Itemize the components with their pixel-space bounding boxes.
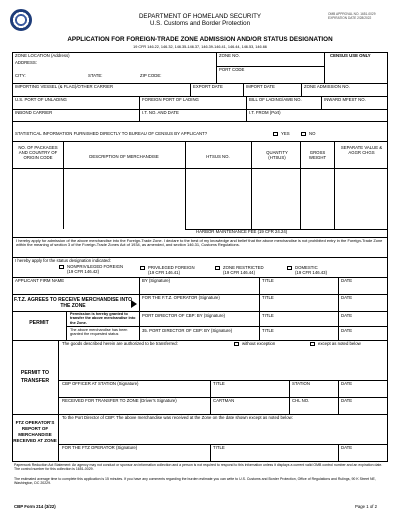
permit-transfer-label: PERMIT TO TRANSFER xyxy=(20,370,50,384)
ftz-operator-label[interactable]: FOR THE F.T.Z. OPERATOR (Signature) xyxy=(142,295,220,300)
cbp-officer-label[interactable]: CBP OFFICER AT STATION (Signature) xyxy=(62,381,139,386)
status-intro: I hereby apply for the status designation indicated: xyxy=(15,258,111,263)
goods-authorized-text: The goods described herein are authorized to be transferred: xyxy=(62,341,178,346)
harbor-fee-label: HARBOR MAINTENANCE FEE (19 CFR 24.24) xyxy=(196,229,288,234)
applicant-title-label[interactable]: TITLE xyxy=(262,278,274,283)
dhs-seal xyxy=(10,9,32,31)
permit-granted-text: Permission is hereby granted to transfer the above merchandise into the Zone. xyxy=(70,312,136,325)
applicant-firm-label[interactable]: APPLICANT FIRM NAME xyxy=(15,278,65,283)
fee-input-field[interactable] xyxy=(301,229,388,237)
census-label: CENSUS USE ONLY xyxy=(330,53,371,58)
ftz-title-label[interactable]: TITLE xyxy=(262,295,274,300)
permit-date-label[interactable]: DATE xyxy=(341,313,353,318)
domestic-cfr: (19 CFR 146.43) xyxy=(295,270,328,275)
form-title: APPLICATION FOR FOREIGN-TRADE ZONE ADMISSION AND/OR STATUS DESIGNATION xyxy=(67,36,333,43)
zone-restricted-checkbox[interactable] xyxy=(215,266,220,270)
paperwork-statement: Paperwork Reduction Act Statement: An agency may not conduct or sponsor an information collection and a person is not required to respond to this information unless it displays a current valid OMB control number and an expiration date. The control number for this collection is 1651-0029. xyxy=(14,463,383,471)
domestic-checkbox[interactable] xyxy=(287,266,292,270)
it-number-label[interactable]: I.T. NO. AND DATE xyxy=(142,110,179,115)
zone-no-label[interactable]: ZONE NO. xyxy=(219,53,240,58)
report-operator-label[interactable]: FOR THE FTZ OPERATOR (Signature) xyxy=(62,445,138,450)
applicant-date-label[interactable]: DATE xyxy=(341,278,353,283)
cfr-reference: 19 CFR 146.22, 146.32, 146.35-146.37, 146.39-146.41, 146.44, 146.53, 146.66 xyxy=(133,45,267,49)
port-director2-label[interactable]: 35. PORT DIRECTOR OF CBP: BY (Signature) xyxy=(142,328,233,333)
ftz-date-label[interactable]: DATE xyxy=(341,295,353,300)
nonprivileged-checkbox[interactable] xyxy=(59,265,64,269)
zone-restricted-cfr: (19 CFR 146.44) xyxy=(223,270,256,275)
zone-restricted-label: ZONE RESTRICTED xyxy=(223,265,264,270)
except-noted-checkbox[interactable] xyxy=(310,342,315,346)
applicant-by-label[interactable]: BY (Signature) xyxy=(142,278,171,283)
officer-title-label[interactable]: TITLE xyxy=(213,381,225,386)
statistical-info-label: STATISTICAL INFORMATION FURNISHED DIRECTLY TO BUREAU OF CENSUS BY APPLICANT? xyxy=(15,131,208,136)
packages-header: NO. OF PACKAGES AND COUNTRY OF ORIGIN CODE xyxy=(18,145,58,160)
report-date-label[interactable]: DATE xyxy=(341,445,353,450)
privileged-checkbox[interactable] xyxy=(140,266,145,270)
address-label[interactable]: ADDRESS: xyxy=(15,60,37,65)
without-exception-label: without exception xyxy=(242,341,276,346)
no-label: NO xyxy=(309,131,316,136)
description-header: DESCRIPTION OF MERCHANDISE xyxy=(89,154,159,159)
privileged-cfr: (19 CFR 146.41) xyxy=(148,270,181,275)
gross-weight-header: GROSS WEIGHT xyxy=(308,150,327,160)
arrow-right-icon xyxy=(131,300,137,308)
port-code-label[interactable]: PORT CODE xyxy=(219,67,245,72)
permit-title-label[interactable]: TITLE xyxy=(262,313,274,318)
value-header: SEPARATE VALUE & AGGR CHGS xyxy=(340,145,383,155)
omb-expiration: EXPIRATION DATE 2/28/2022 xyxy=(328,16,372,20)
permit-title2-label[interactable]: TITLE xyxy=(262,328,274,333)
received-transfer-label[interactable]: RECEIVED FOR TRANSFER TO ZONE (Driver's Signature) xyxy=(62,398,177,403)
station-label[interactable]: STATION xyxy=(292,381,310,386)
domestic-label: DOMESTIC xyxy=(295,265,318,270)
quantity-header: QUANTITY (HTSUS) xyxy=(266,150,288,160)
page-number: Page 1 of 2 xyxy=(355,504,377,509)
nonprivileged-cfr: (19 CFR 146.42) xyxy=(67,269,100,274)
privileged-label: PRIVILEGED FOREIGN xyxy=(148,265,195,270)
bill-of-lading-label[interactable]: BILL OF LADING/AWB NO. xyxy=(249,97,302,102)
report-title-label[interactable]: TITLE xyxy=(213,445,225,450)
cartman-label[interactable]: CARTMAN xyxy=(213,398,235,403)
zip-label[interactable]: ZIP CODE: xyxy=(140,73,162,78)
except-noted-label: except as noted below xyxy=(318,341,361,346)
inward-manifest-label[interactable]: INWARD MFEST NO. xyxy=(324,97,366,102)
received-date-label[interactable]: DATE xyxy=(341,398,353,403)
ftz-agrees-label: F.T.Z. AGREES TO RECEIVE MERCHANDISE INTO THE ZONE xyxy=(14,297,132,309)
import-date-label[interactable]: IMPORT DATE xyxy=(246,84,275,89)
report-statement: To the Port Director of CBP: The above merchandise was received at the Zone on the date shown except as noted below: xyxy=(62,415,293,420)
zone-admission-label[interactable]: ZONE ADMISSION NO. xyxy=(304,84,350,89)
agency-name: U.S. Customs and Border Protection xyxy=(149,20,251,27)
without-exception-checkbox[interactable] xyxy=(234,342,239,346)
it-from-label[interactable]: I.T. FROM (Port) xyxy=(249,110,281,115)
port-director-label[interactable]: PORT DIRECTOR OF CBP: BY (Signature) xyxy=(142,313,226,318)
importing-vessel-label[interactable]: IMPORTING VESSEL (& FLAG)/OTHER CARRIER xyxy=(15,84,114,89)
permit-examined-text: The above merchandise has been granted the requested status xyxy=(70,328,128,337)
yes-label: YES xyxy=(281,131,290,136)
burden-statement: The estimated average time to complete this application is 15 minutes. If you have any comments regarding the burden estimate you can write to U.S. Customs and Border Protection, Office of Regulations and Rulings, 90 K Street NE, Washington, DC 20229. xyxy=(14,477,376,485)
omb-number: OMB APPROVAL NO. 1651-0029 xyxy=(328,12,376,16)
state-label[interactable]: STATE: xyxy=(88,73,103,78)
zone-location-label: ZONE LOCATION (Address) xyxy=(15,53,70,58)
permit-label: PERMIT xyxy=(29,320,49,326)
no-checkbox[interactable] xyxy=(301,132,306,136)
nonprivileged-label: NONPRIVILEGED FOREIGN xyxy=(67,264,124,269)
yes-checkbox[interactable] xyxy=(273,132,278,136)
form-number: CBP Form 214 (3/22) xyxy=(14,504,56,509)
ftz-report-label: FTZ OPERATOR'S REPORT OF MERCHANDISE RECEIVED AT ZONE xyxy=(13,420,57,444)
foreign-port-label[interactable]: FOREIGN PORT OF LADING xyxy=(142,97,199,102)
city-label[interactable]: CITY: xyxy=(15,73,26,78)
permit-date2-label[interactable]: DATE xyxy=(341,328,353,333)
officer-date-label[interactable]: DATE xyxy=(341,381,353,386)
export-date-label[interactable]: EXPORT DATE xyxy=(193,84,223,89)
inbond-carrier-label[interactable]: INBOND CARRIER xyxy=(15,110,53,115)
declaration-text: I hereby apply for admission of the above merchandise into the Foreign-Trade Zone. I declare to the best of my knowledge and belief that the above merchandise is not prohibited entry in the Foreign-Trade Zone within the meaning of section 3 of the Foreign-Trade Zones Act of 1934, as amended, and section 146.31, Customs Regulations. xyxy=(16,238,383,248)
chl-no-label[interactable]: CHL NO. xyxy=(292,398,310,403)
htsus-header: HTSUS NO. xyxy=(206,154,230,159)
port-unlading-label[interactable]: U.S. PORT OF UNLADING xyxy=(15,97,67,102)
dept-name: DEPARTMENT OF HOMELAND SECURITY xyxy=(138,13,262,20)
